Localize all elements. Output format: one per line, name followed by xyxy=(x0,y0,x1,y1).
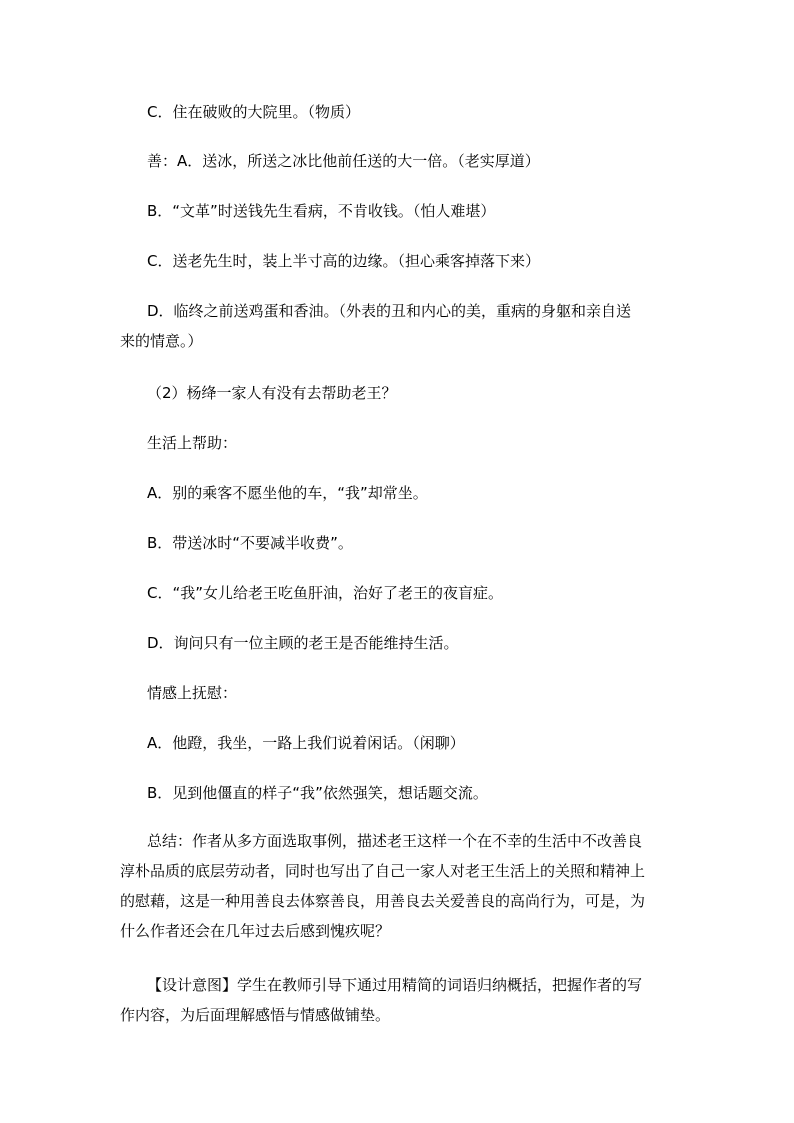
paragraph-line-10: B．带送冰时“不要减半收费”。 xyxy=(147,534,353,552)
paragraph-line-12: D．询问只有一位主顾的老王是否能维持生活。 xyxy=(147,634,459,652)
paragraph-line-11: C．“我”女儿给老王吃鱼肝油，治好了老王的夜盲症。 xyxy=(147,584,504,602)
summary-line-2: 淳朴品质的底层劳动者，同时也写出了自己一家人对老王生活上的关照和精神上 xyxy=(120,862,646,880)
section-heading: （2）杨绛一家人有没有去帮助老王？ xyxy=(147,384,397,402)
summary-line-3: 的慰藉，这是一种用善良去体察善良，用善良去关爱善良的高尚行为，可是，为 xyxy=(120,892,646,910)
paragraph-line-15: B．见到他僵直的样子“我”依然强笑，想话题交流。 xyxy=(147,784,488,802)
paragraph-line-4: C．送老先生时，装上半寸高的边缘。（担心乘客掉落下来） xyxy=(147,252,540,270)
paragraph-line-2: 善：A．送冰，所送之冰比他前任送的大一倍。（老实厚道） xyxy=(147,152,540,170)
paragraph-line-5: D．临终之前送鸡蛋和香油。（外表的丑和内心的美，重病的身躯和亲自送 xyxy=(147,302,632,320)
design-intent-line-1: 【设计意图】学生在教师引导下通过用精简的词语归纳概括，把握作者的写 xyxy=(147,976,643,994)
paragraph-line-3: B．“文革”时送钱先生看病，不肯收钱。（怕人难堪） xyxy=(147,202,496,220)
subsection-heading-2: 情感上抚慰： xyxy=(147,684,238,702)
paragraph-line-6: 来的情意。） xyxy=(120,332,203,350)
paragraph-line-1: C．住在破败的大院里。（物质） xyxy=(147,103,360,121)
summary-line-1: 总结：作者从多方面选取事例，描述老王这样一个在不幸的生活中不改善良 xyxy=(147,832,643,850)
design-intent-line-2: 作内容，为后面理解感悟与情感做铺垫。 xyxy=(120,1006,391,1024)
paragraph-line-9: A．别的乘客不愿坐他的车，“我”却常坐。 xyxy=(147,484,428,502)
paragraph-line-14: A．他蹬，我坐，一路上我们说着闲话。（闲聊） xyxy=(147,734,465,752)
subsection-heading: 生活上帮助： xyxy=(147,434,238,452)
summary-line-4: 什么作者还会在几年过去后感到愧疚呢？ xyxy=(120,922,391,940)
